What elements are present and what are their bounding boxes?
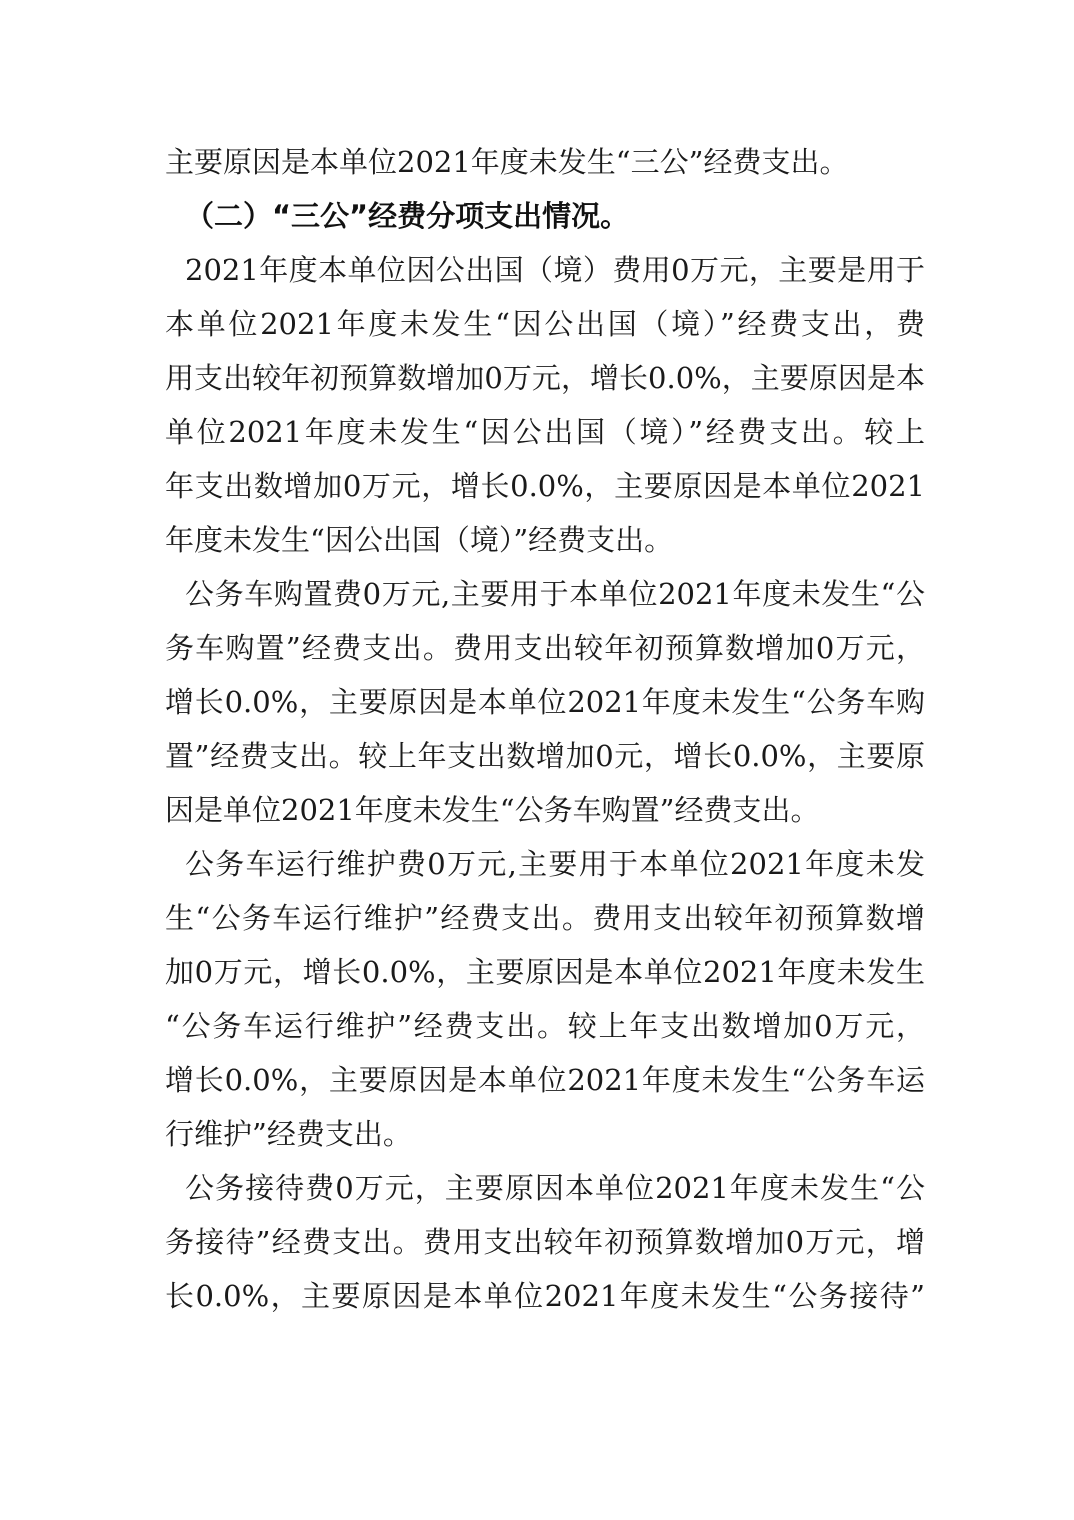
paragraph-line: 年支出数增加0万元，增长0.0%，主要原因是本单位2021 <box>165 469 925 503</box>
paragraph-line: 因是单位2021年度未发生“公务车购置”经费支出。 <box>165 793 820 827</box>
section-heading: （二）“三公”经费分项支出情况。 <box>185 199 630 233</box>
paragraph-line: 增长0.0%，主要原因是本单位2021年度未发生“公务车购 <box>165 685 925 719</box>
paragraph-line: 长0.0%，主要原因是本单位2021年度未发生“公务接待” <box>165 1279 925 1313</box>
paragraph-line: 加0万元，增长0.0%，主要原因是本单位2021年度未发生 <box>165 955 925 989</box>
paragraph-line: 务接待”经费支出。费用支出较年初预算数增加0万元，增 <box>165 1225 925 1259</box>
paragraph-line: 增长0.0%，主要原因是本单位2021年度未发生“公务车运 <box>165 1063 925 1097</box>
paragraph-line: 生“公务车运行维护”经费支出。费用支出较年初预算数增 <box>165 901 925 935</box>
paragraph-line: 年度未发生“因公出国（境）”经费支出。 <box>165 523 674 557</box>
paragraph-line: 用支出较年初预算数增加0万元，增长0.0%，主要原因是本 <box>165 361 925 395</box>
paragraph-line: 公务接待费0万元，主要原因本单位2021年度未发生“公 <box>185 1171 925 1205</box>
paragraph-line: “公务车运行维护”经费支出。较上年支出数增加0万元， <box>165 1009 925 1043</box>
intro-line: 主要原因是本单位2021年度未发生“三公”经费支出。 <box>165 145 849 179</box>
paragraph-line: 公务车运行维护费0万元,主要用于本单位2021年度未发 <box>185 847 925 881</box>
paragraph-line: 置”经费支出。较上年支出数增加0元，增长0.0%，主要原 <box>165 739 925 773</box>
paragraph-line: 本单位2021年度未发生“因公出国（境）”经费支出，费 <box>165 307 925 341</box>
paragraph-line: 务车购置”经费支出。费用支出较年初预算数增加0万元， <box>165 631 925 665</box>
paragraph-line: 公务车购置费0万元,主要用于本单位2021年度未发生“公 <box>185 577 925 611</box>
paragraph-line: 行维护”经费支出。 <box>165 1117 412 1151</box>
paragraph-line: 单位2021年度未发生“因公出国（境）”经费支出。较上 <box>165 415 925 449</box>
paragraph-line: 2021年度本单位因公出国（境）费用0万元，主要是用于 <box>185 253 925 287</box>
